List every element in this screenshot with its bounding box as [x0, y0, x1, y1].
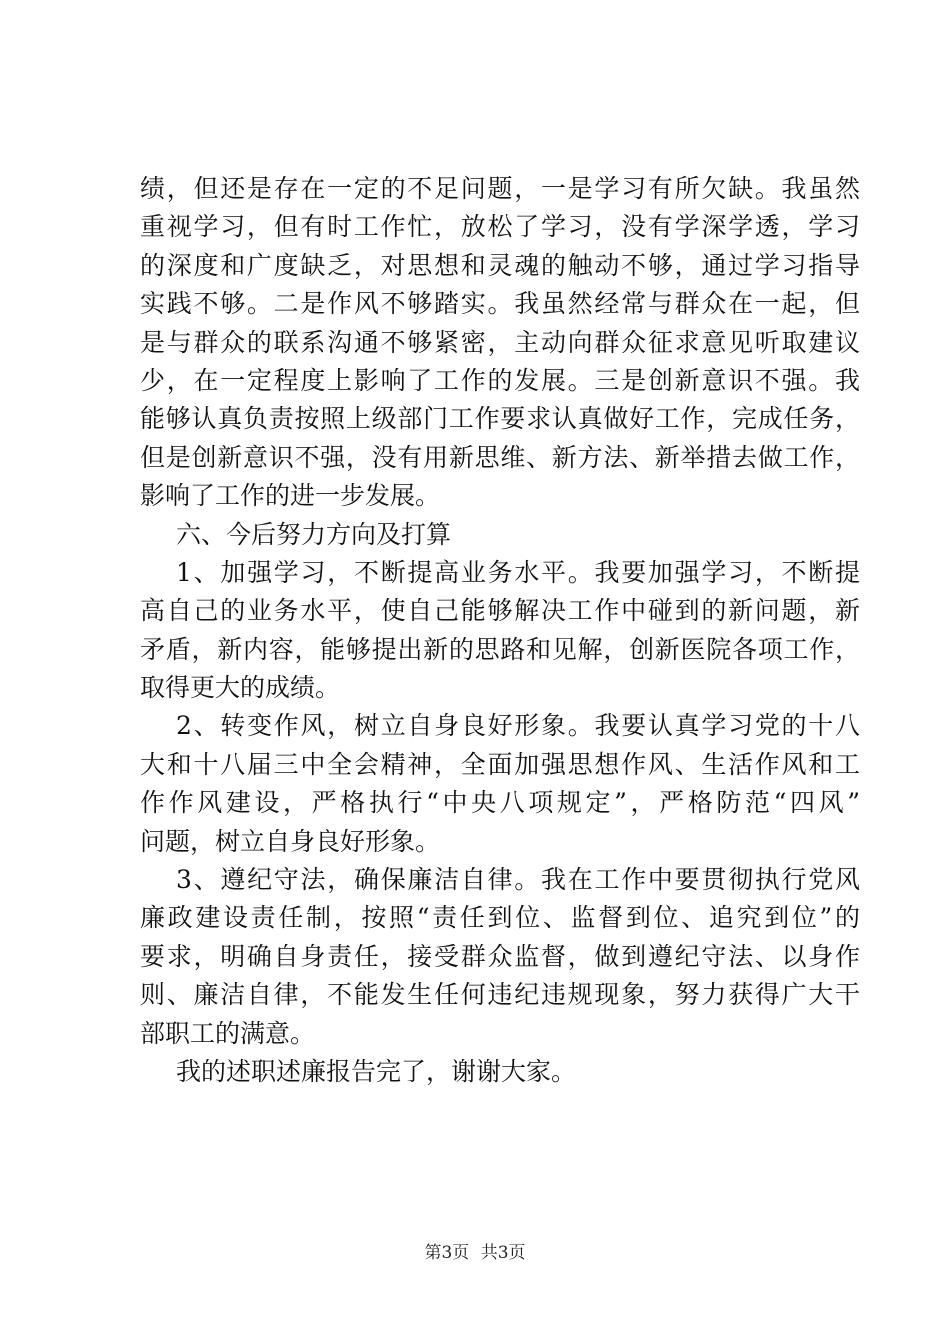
text-line: 实践不够。二是作风不够踏实。我虽然经常与群众在一起，但 — [140, 289, 860, 319]
text-line: 2、转变作风，树立自身良好形象。我要认真学习党的十八 — [176, 711, 860, 741]
text-line: 1、加强学习，不断提高业务水平。我要加强学习，不断提 — [176, 557, 860, 587]
text-line: 作作风建设，严格执行“中央八项规定”，严格防范“四风” — [140, 788, 860, 818]
page-footer — [0, 1242, 950, 1264]
text-line: 影响了工作的进一步发展。 — [140, 481, 441, 511]
text-line: 能够认真负责按照上级部门工作要求认真做好工作，完成任务， — [140, 404, 860, 434]
text-line: 廉政建设责任制，按照“责任到位、监督到位、追究到位”的 — [140, 903, 860, 933]
text-line: 3、遵纪守法，确保廉洁自律。我在工作中要贯彻执行党风 — [176, 865, 860, 895]
text-line: 绩，但还是存在一定的不足问题，一是学习有所欠缺。我虽然 — [140, 174, 860, 203]
text-line: 取得更大的成绩。 — [140, 673, 341, 703]
text-line: 则、廉洁自律，不能发生任何违纪违规现象，努力获得广大干 — [140, 980, 860, 1010]
text-line: 矛盾，新内容，能够提出新的思路和见解，创新医院各项工作， — [140, 634, 860, 664]
text-line: 高自己的业务水平，使自己能够解决工作中碰到的新问题，新 — [140, 596, 860, 626]
text-line: 是与群众的联系沟通不够紧密，主动向群众征求意见听取建议 — [140, 327, 860, 357]
text-line: 六、今后努力方向及打算 — [176, 519, 452, 549]
text-line: 重视学习，但有时工作忙，放松了学习，没有学深学透，学习 — [140, 212, 860, 242]
text-line: 大和十八届三中全会精神，全面加强思想作风、生活作风和工 — [140, 749, 860, 779]
page-number: 第3页 — [424, 1243, 470, 1263]
text-line: 问题，树立自身良好形象。 — [140, 826, 441, 856]
page-total: 共3页 — [480, 1243, 526, 1263]
text-line: 但是创新意识不强，没有用新思维、新方法、新举措去做工作， — [140, 442, 860, 472]
text-line: 要求，明确自身责任，接受群众监督，做到遵纪守法、以身作 — [140, 941, 860, 971]
text-line: 部职工的满意。 — [140, 1018, 316, 1048]
text-line: 少，在一定程度上影响了工作的发展。三是创新意识不强。我 — [140, 365, 860, 395]
text-line: 的深度和广度缺乏，对思想和灵魂的触动不够，通过学习指导 — [140, 250, 860, 280]
text-line: 我的述职述廉报告完了，谢谢大家。 — [176, 1056, 577, 1086]
document-body — [140, 170, 860, 1091]
